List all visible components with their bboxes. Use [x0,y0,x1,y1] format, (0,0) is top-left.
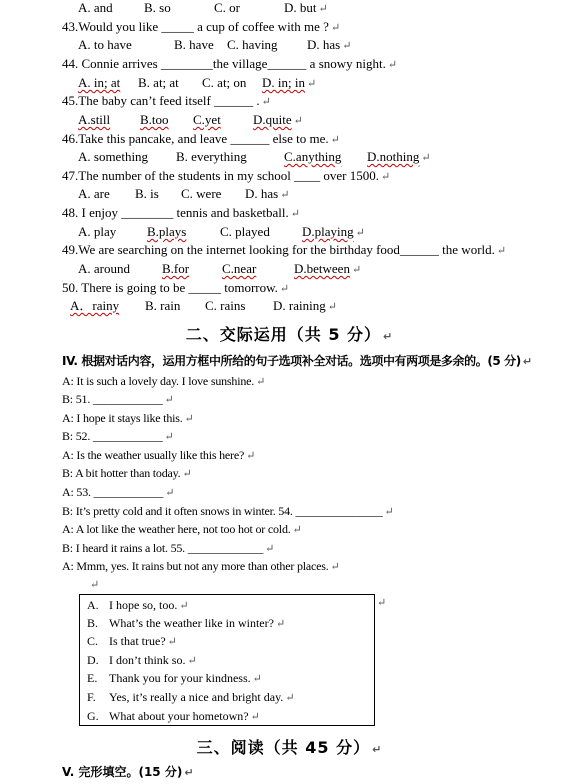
option-text: Is that true? [109,634,166,648]
option: D.nothing [367,149,420,164]
option: D. raining [273,298,326,313]
box-option [87,598,189,613]
question-stem: 48. I enjoy ________ tennis and basketball. [62,205,289,220]
option: A. to have [78,37,132,52]
paragraph-mark-icon: ↵ [285,692,295,704]
paragraph-mark-icon: ↵ [384,506,394,518]
dialogue-text: B: 52. ____________ [62,429,163,443]
question-48-options [78,224,365,241]
option: B.plays [147,224,187,239]
option: D. but [284,0,317,15]
question-stem: 49.We are searching on the internet looking for the birthday food______ the world. [62,242,495,257]
dialogue-text: A: It is such a lovely day. I love sunshine. [62,374,255,388]
option: A. and [78,0,113,15]
paragraph-mark-icon: ↵ [421,152,431,164]
paragraph-mark-icon: ↵ [383,330,394,343]
question-50 [62,280,289,297]
paragraph-mark-icon: ↵ [275,618,286,630]
option: D. has [245,186,279,201]
option: A．rainy [70,298,120,313]
paragraph-mark-icon: ↵ [330,561,340,573]
option: B.for [162,261,190,276]
paragraph-mark-icon: ↵ [522,355,532,368]
dialogue-line [62,559,340,574]
question-45-options [78,112,303,129]
paragraph-mark-icon: ↵ [306,78,317,90]
paragraph-mark-icon: ↵ [293,115,303,127]
box-option [87,690,295,705]
dialogue-line [62,374,265,389]
paragraph-mark-icon: ↵ [164,431,174,443]
question-stem: 44. Connie arrives ________the village______ a snowy night. [62,56,386,71]
option: B. at; at [138,75,179,90]
option-letter: D. [87,653,99,667]
option-text: Yes, it’s really a nice and bright day. [109,690,284,704]
paragraph-mark-icon: ↵ [187,655,197,667]
section-title-text: 三、阅读（共 45 分） [196,738,371,757]
paragraph-mark-icon: ↵ [496,245,507,257]
option: B. rain [145,298,181,313]
question-48 [62,205,300,222]
question-47-options [78,186,289,203]
question-stem: 47.The number of the students in my school ____ over 1500. [62,168,380,183]
option: A.still [78,112,111,127]
dialogue-line [62,392,174,407]
paragraph-mark-icon: ↵ [164,394,174,406]
option: A. play [78,224,117,239]
question-44-options [78,75,316,92]
option: B. everything [176,149,247,164]
option-text: What about your hometown? [109,709,249,723]
box-option [87,616,285,631]
options-box [79,594,375,726]
paragraph-mark-icon: ↵ [330,134,340,146]
option: A. are [78,186,110,201]
option: C. or [214,0,240,15]
dialogue-line [62,522,302,537]
question-stem: 50. There is going to be _____ tomorrow. [62,280,278,295]
paragraph-mark-icon: ↵ [292,524,302,536]
paragraph-mark-icon: ↵ [351,264,362,276]
paragraph-mark-icon: ↵ [290,208,300,220]
question-stem: 46.Take this pancake, and leave ______ else to me. [62,131,329,146]
option-letter: F. [87,690,96,704]
paragraph-mark-icon: ↵ [280,189,290,201]
box-option [87,671,262,686]
paragraph-mark-icon: ↵ [252,673,262,685]
option-letter: B. [87,616,99,630]
paragraph-mark-icon: ↵ [182,468,192,480]
option: D.quite [253,112,292,127]
paragraph-mark-icon: ↵ [246,450,256,462]
section-title-text: V. 完形填空。(15 分) [62,765,183,779]
section-title-text: 二、交际运用（共 5 分） [185,325,382,344]
paragraph-mark-icon: ↵ [342,40,352,52]
dialogue-line [62,411,194,426]
question-47 [62,168,390,185]
paragraph-mark-icon: ↵ [372,743,383,756]
option: D. has [307,37,341,52]
option: D. in; in [262,75,305,90]
option: C.anything [284,149,342,164]
dialogue-line [62,448,255,463]
paragraph-mark-icon: ↵ [381,171,391,183]
option: A. in; at [78,75,121,90]
option-letter: E. [87,671,98,685]
paragraph-mark-icon: ↵ [330,22,341,34]
paragraph-mark-icon: ↵ [250,711,260,723]
option-text: I hope so, too. [109,598,178,612]
option: C. played [220,224,270,239]
question-49-options [78,261,361,278]
dialogue-line [62,485,174,500]
q42-options [78,0,328,17]
option: A. around [78,261,130,276]
dialogue-line [62,429,174,444]
dialogue-text: A: Is the weather usually like this here? [62,448,245,462]
option-text: I don’t think so. [109,653,186,667]
section-3-title [0,735,579,758]
option: B. so [144,0,171,15]
question-49 [62,242,506,259]
paragraph-mark-icon: ↵ [387,59,398,71]
empty-paragraph [88,577,99,592]
option: C. were [181,186,222,201]
paragraph-mark-icon: ↵ [256,376,266,388]
paragraph-mark-icon: ↵ [90,579,100,591]
section-5-title [62,765,194,780]
dialogue-line [62,466,192,481]
option-text: Thank you for your kindness. [109,671,251,685]
option: C.near [222,261,257,276]
option: C. having [227,37,278,52]
dialogue-text: B: A bit hotter than today. [62,466,181,480]
dialogue-line [62,541,274,556]
paragraph-mark-icon: ↵ [377,597,387,609]
option-letter: C. [87,634,99,648]
paragraph-mark-icon: ↵ [167,636,177,648]
option: B. is [135,186,159,201]
section-2-title [0,322,579,345]
option: C. at; on [202,75,247,90]
option: B. have [174,37,214,52]
paragraph-mark-icon: ↵ [179,600,189,612]
option: D.playing [302,224,354,239]
question-45 [62,93,271,110]
question-46-options [78,149,431,166]
dialogue-text: A: I hope it stays like this. [62,411,183,425]
paragraph-mark-icon: ↵ [184,413,194,425]
question-44 [62,56,397,73]
dialogue-text: A: 53. ____________ [62,485,164,499]
box-option [87,709,260,724]
option-letter: G. [87,709,99,723]
dialogue-line [62,504,394,519]
option: A. something [78,149,149,164]
paragraph-mark-icon: ↵ [355,227,365,239]
question-50-options [70,298,337,315]
dialogue-text: B: I heard it rains a lot. 55. _____________ [62,541,264,555]
question-stem: 45.The baby can’t feed itself ______ . [62,93,260,108]
paragraph-mark-icon: ↵ [265,543,275,555]
option-text: What’s the weather like in winter? [109,616,274,630]
paragraph-mark-icon: ↵ [184,766,194,779]
question-43 [62,19,340,36]
option: D.between [294,261,350,276]
option: C.yet [193,112,221,127]
paragraph-mark-icon: ↵ [327,301,337,313]
dialogue-text: A: Mmm, yes. It rains but not any more than other places. [62,559,329,573]
dialogue-text: B: 51. ____________ [62,392,163,406]
dialogue-text: B: It’s pretty cold and it often snows in winter. 54. _______________ [62,504,383,518]
box-option [87,653,197,668]
instruction-text: IV. 根据对话内容，运用方框中所给的句子选项补全对话。选项中有两项是多余的。(5 分) [62,354,521,368]
option: C. rains [205,298,246,313]
paragraph-mark-icon: ↵ [261,96,271,108]
paragraph-mark-icon: ↵ [165,487,175,499]
question-43-options [78,37,351,54]
option-letter: A. [87,598,99,612]
dialogue-text: A: A lot like the weather here, not too hot or cold. [62,522,291,536]
paragraph-mark-icon: ↵ [318,3,328,15]
question-46 [62,131,340,148]
paragraph-mark-icon: ↵ [279,283,290,295]
box-option [87,634,177,649]
section-4-instruction [62,354,532,369]
option: B.too [140,112,169,127]
question-stem: 43.Would you like _____ a cup of coffee with me ? [62,19,329,34]
